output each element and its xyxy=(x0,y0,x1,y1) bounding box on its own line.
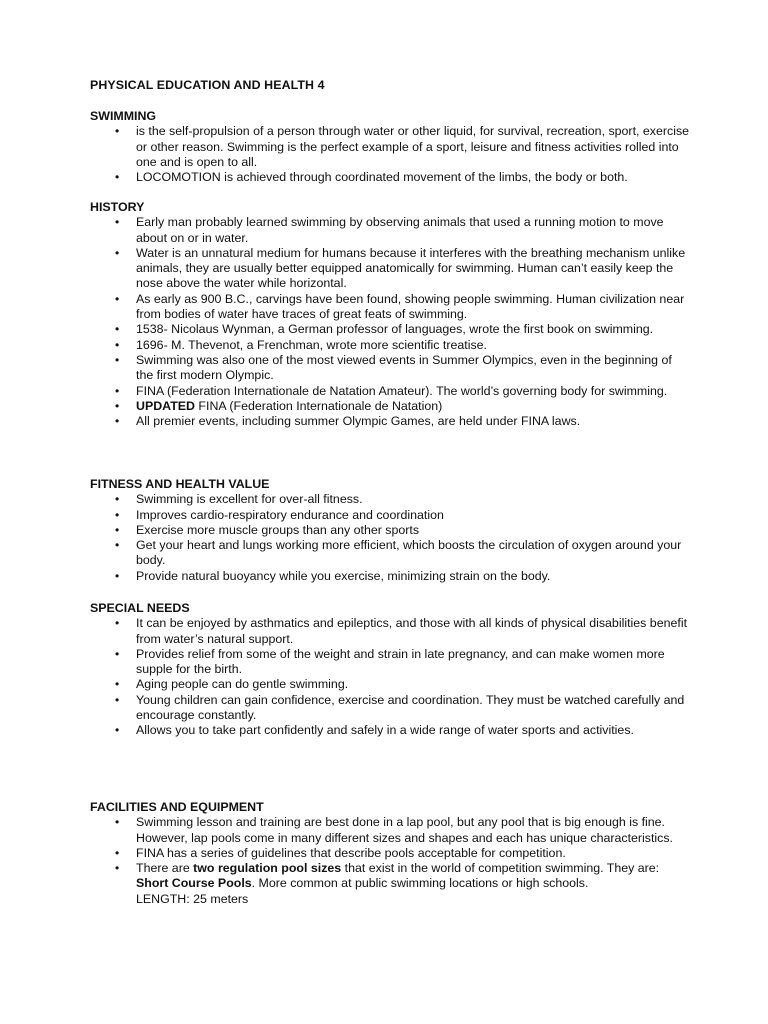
list-item: • Allows you to take part confidently and safely in a wide range of water sports and activities. xyxy=(90,723,690,738)
list-item: • Early man probably learned swimming by observing animals that used a running motion to move about on or in water. xyxy=(90,215,690,246)
short-course-label: Short Course Pools xyxy=(136,876,252,891)
list-item: • Provides relief from some of the weight and strain in late pregnancy, and can make women more supple for the birth. xyxy=(90,647,690,678)
list-item: • Improves cardio-respiratory endurance and coordination xyxy=(90,508,690,523)
list-item: • Swimming is excellent for over-all fitness. xyxy=(90,492,690,507)
pool-sizes-pre: There are xyxy=(136,861,194,876)
list-item: • LOCOMOTION is achieved through coordinated movement of the limbs, the body or both. xyxy=(90,170,690,185)
document-title: PHYSICAL EDUCATION AND HEALTH 4 xyxy=(90,78,325,92)
pool-sizes-bold: two regulation pool sizes xyxy=(193,861,342,876)
section-special-needs xyxy=(90,601,690,739)
bullet-list-history xyxy=(90,215,690,429)
section-swimming xyxy=(90,109,690,185)
bullet-list-fitness xyxy=(90,492,690,584)
list-item-pool-sizes xyxy=(90,861,690,876)
list-item: • Aging people can do gentle swimming. xyxy=(90,677,690,692)
list-item: • 1696- M. Thevenot, a Frenchman, wrote more scientific treatise. xyxy=(90,338,690,353)
list-item: • is the self-propulsion of a person through water or other liquid, for survival, recreation, sport, exercise or other reason. Swimming is the perfect example of a sport, leisure and fitness activities rolled into one and is open to all. xyxy=(90,124,690,170)
list-item: • As early as 900 B.C., carvings have been found, showing people swimming. Human civilization near from bodies of water have traces of great feats of swimming. xyxy=(90,292,690,323)
section-fitness xyxy=(90,477,690,584)
list-item: • Swimming was also one of the most viewed events in Summer Olympics, even in the beginning of the first modern Olympic. xyxy=(90,353,690,384)
length-line: LENGTH: 25 meters xyxy=(136,891,249,906)
list-item: • All premier events, including summer Olympic Games, are held under FINA laws. xyxy=(90,414,690,429)
section-heading-swimming: SWIMMING xyxy=(90,109,157,123)
list-item: • Exercise more muscle groups than any other sports xyxy=(90,523,690,538)
bullet-list-swimming xyxy=(90,124,690,185)
updated-label: UPDATED xyxy=(136,398,195,413)
short-course-line xyxy=(90,876,690,891)
list-item: • Water is an unnatural medium for humans because it interferes with the breathing mechanism unlike animals, they are usually better equipped anatomically for swimming. Human can’t easily keep the nose above the water while horizontal. xyxy=(90,246,690,292)
short-course-text: . More common at public swimming locations or high schools. xyxy=(251,876,589,891)
section-heading-fitness: FITNESS AND HEALTH VALUE xyxy=(90,477,270,491)
list-item: • Get your heart and lungs working more efficient, which boosts the circulation of oxygen around your body. xyxy=(90,538,690,569)
updated-text: FINA (Federation Internationale de Natation) xyxy=(194,398,443,413)
list-item: • Provide natural buoyancy while you exercise, minimizing strain on the body. xyxy=(90,569,690,584)
bullet-list-facilities xyxy=(90,815,690,876)
section-heading-special-needs: SPECIAL NEEDS xyxy=(90,601,190,615)
list-item: • FINA (Federation Internationale de Natation Amateur). The world’s governing body for swimming. xyxy=(90,384,690,399)
pool-sizes-post: that exist in the world of competition swimming. They are: xyxy=(341,861,660,876)
section-heading-facilities: FACILITIES AND EQUIPMENT xyxy=(90,800,264,814)
list-item: • Young children can gain confidence, exercise and coordination. They must be watched carefully and encourage constantly. xyxy=(90,693,690,724)
section-facilities xyxy=(90,800,690,907)
list-item-updated xyxy=(90,399,690,414)
list-item: • It can be enjoyed by asthmatics and epileptics, and those with all kinds of physical disabilities benefit from water’s natural support. xyxy=(90,616,690,647)
list-item: • 1538- Nicolaus Wynman, a German professor of languages, wrote the first book on swimming. xyxy=(90,322,690,337)
list-item: • FINA has a series of guidelines that describe pools acceptable for competition. xyxy=(90,846,690,861)
list-item: • Swimming lesson and training are best done in a lap pool, but any pool that is big enough is fine. However, lap pools come in many different sizes and shapes and each has unique characteristics. xyxy=(90,815,690,846)
section-history xyxy=(90,200,690,429)
section-heading-history: HISTORY xyxy=(90,200,145,214)
bullet-list-special-needs xyxy=(90,616,690,738)
